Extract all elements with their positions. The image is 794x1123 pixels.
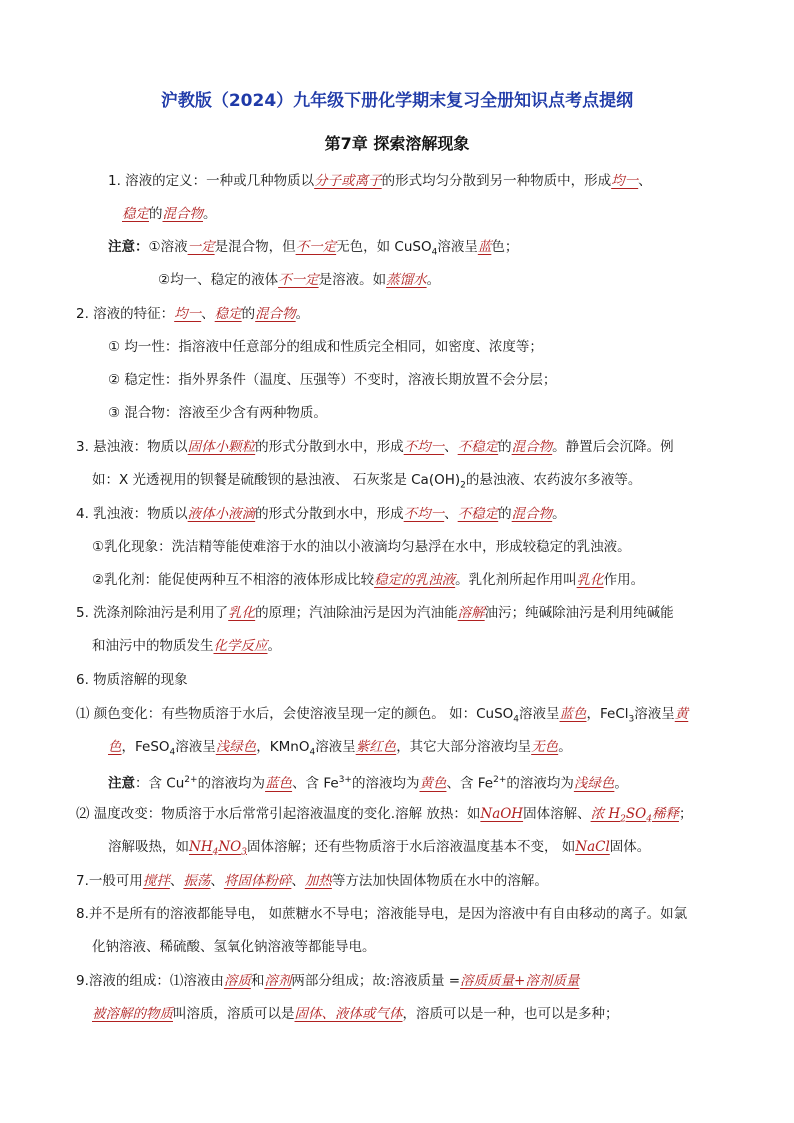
s2-point1: ① 均一性：指溶液中任意部分的组成和性质完全相同，如密度、浓度等； [108, 339, 543, 355]
chapter-heading: 第7章 探索溶解现象 [324, 134, 470, 153]
s4-point2: ②乳化剂：能促使两种互不相溶的液体形成比较稳定的乳浊液。乳化剂所起作用叫乳化作用。 [92, 572, 645, 588]
s5-line2: 和油污中的物质发生化学反应。 [92, 638, 281, 654]
s4-line1: 4. 乳浊液：物质以液体小液滴的形式分散到水中，形成不均一、不稳定的混合物。 [76, 506, 566, 522]
s2-point2: ② 稳定性：指外界条件（温度、压强等）不变时，溶液长期放置不会分层； [108, 372, 557, 388]
s6-temp-line2: 溶解吸热，如$NH_4NO_3$固体溶解；还有些物质溶于水后溶液温度基本不变， 如NaCl固体。 [108, 839, 651, 858]
s6-temp-line1: ⑵ 温度改变：物质溶于水后常常引起溶液温度的变化.溶解 放热：如NaOH固体溶解、浓 $H_2SO_4$稀释； [76, 806, 693, 825]
s4-point1: ①乳化现象：洗洁精等能使难溶于水的油以小液滴均匀悬浮在水中，形成较稳定的乳浊液。 [92, 539, 631, 555]
s1-note1: 注意：①溶液一定是混合物，但不一定无色，如 CuSO$_4$溶液呈蓝色； [108, 239, 519, 258]
s7-line: 7.一般可用搅拌、振荡、将固体粉碎、加热等方法加快固体物质在水中的溶解。 [76, 873, 548, 889]
s6-color-line1: ⑴ 颜色变化：有些物质溶于水后，会使溶液呈现一定的颜色。 如：CuSO$_4$溶液呈蓝色，FeCl$_3$溶液呈黄 [76, 706, 689, 725]
s1-line2: 稳定的混合物。 [122, 206, 217, 222]
s5-line1: 5. 洗涤剂除油污是利用了乳化的原理；汽油除油污是因为汽油能溶解油污；纯碱除油污是利用纯碱能 [76, 605, 674, 621]
s2-point3: ③ 混合物：溶液至少含有两种物质。 [108, 405, 327, 421]
s8-line2: 化钠溶液、稀硫酸、氢氧化钠溶液等都能导电。 [92, 939, 376, 955]
s1-note2: ②均一、稳定的液体不一定是溶液。如蒸馏水。 [158, 272, 441, 288]
s1-line1: 1. 溶液的定义：一种或几种物质以分子或离子的形式均匀分散到另一种物质中，形成均一、 [108, 173, 652, 189]
s6-color-line2: 色，FeSO$_4$溶液呈浅绿色，KMnO$_4$溶液呈紫红色，其它大部分溶液均呈无色。 [108, 739, 572, 758]
s3-line2: 如：X 光透视用的钡餐是硫酸钡的悬浊液、 石灰浆是 $Ca(OH)_2$的悬浊液、农药波尔多液等。 [92, 472, 642, 491]
s8-line1: 8.并不是所有的溶液都能导电， 如蔗糖水不导电；溶液能导电，是因为溶液中有自由移动的离子。如氯 [76, 906, 688, 922]
s2-heading: 2. 溶液的特征：均一、稳定的混合物。 [76, 306, 310, 322]
s6-note: 注意：含 $Cu^{2+}$的溶液均为蓝色、含 $Fe^{3+}$的溶液均为黄色、含 $Fe^{2+}$的溶液均为浅绿色。 [108, 775, 628, 792]
s3-line1: 3. 悬浊液：物质以固体小颗粒的形式分散到水中，形成不均一、不稳定的混合物。静置后会沉降。例 [76, 439, 674, 455]
s9-line1: 9.溶液的组成：⑴溶液由溶质和溶剂两部分组成；故:溶液质量 =溶质质量+溶剂质量 [76, 973, 580, 989]
document-title: 沪教版（2024）九年级下册化学期末复习全册知识点考点提纲 [160, 91, 634, 111]
s9-line2: 被溶解的物质叫溶质，溶质可以是固体、液体或气体，溶质可以是一种，也可以是多种； [92, 1006, 619, 1022]
s6-heading: 6. 物质溶解的现象 [76, 672, 188, 688]
